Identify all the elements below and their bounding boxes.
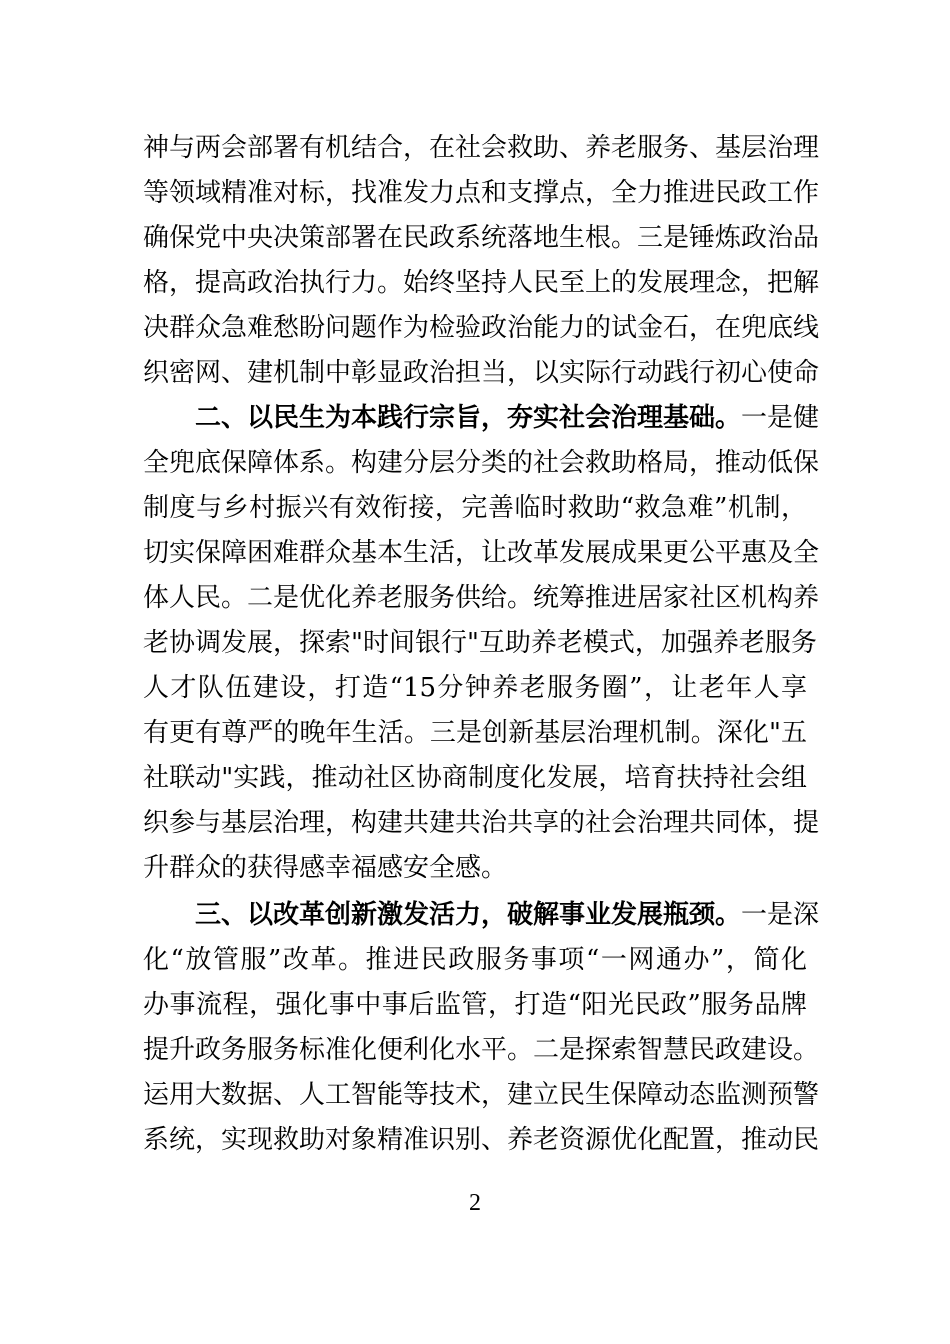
paragraph-line: 制度与乡村振兴有效衔接，完善临时救助“救急难”机制， [143,493,807,523]
section-heading: 二、以民生为本践行宗旨，夯实社会治理基础。 [195,403,742,433]
paragraph-line: 升群众的获得感幸福感安全感。 [143,853,508,883]
section-heading: 三、以改革创新激发活力，破解事业发展瓶颈。 [195,900,742,930]
paragraph-text: 一是深 [741,900,820,930]
section-heading-line [195,895,820,935]
paragraph-line: 运用大数据、人工智能等技术，建立民生保障动态监测预警 [143,1080,820,1110]
paragraph-line: 全兜底保障体系。构建分层分类的社会救助格局，推动低保 [143,448,820,478]
paragraph-line: 格，提高政治执行力。始终坚持人民至上的发展理念，把解 [143,268,820,298]
paragraph-line: 决群众急难愁盼问题作为检验政治能力的试金石，在兜底线 [143,313,820,343]
paragraph-text: 一是健 [741,403,820,433]
paragraph-line: 有更有尊严的晚年生活。三是创新基层治理机制。深化"五 [143,718,807,748]
paragraph-line: 确保党中央决策部署在民政系统落地生根。三是锤炼政治品 [143,223,820,253]
paragraph-line: 化“放管服”改革。推进民政服务事项“一网通办”，简化 [143,945,807,975]
paragraph-line: 人才队伍建设，打造“15分钟养老服务圈”，让老年人享 [143,673,807,703]
paragraph-line: 办事流程，强化事中事后监管，打造“阳光民政”服务品牌 [143,990,807,1020]
paragraph-line: 体人民。二是优化养老服务供给。统筹推进居家社区机构养 [143,583,820,613]
paragraph-line: 系统，实现救助对象精准识别、养老资源优化配置，推动民 [143,1125,820,1155]
paragraph-line: 社联动"实践，推动社区协商制度化发展，培育扶持社会组 [143,763,807,793]
paragraph-line: 织密网、建机制中彰显政治担当，以实际行动践行初心使命 [143,358,820,388]
paragraph-line: 老协调发展，探索"时间银行"互助养老模式，加强养老服务 [143,628,817,658]
paragraph-line: 织参与基层治理，构建共建共治共享的社会治理共同体，提 [143,808,820,838]
paragraph-line: 神与两会部署有机结合，在社会救助、养老服务、基层治理 [143,133,820,163]
paragraph-line: 提升政务服务标准化便利化水平。二是探索智慧民政建设。 [143,1035,820,1065]
section-heading-line [195,398,820,438]
paragraph-line: 切实保障困难群众基本生活，让改革发展成果更公平惠及全 [143,538,820,568]
page-number: 2 [469,1190,481,1216]
paragraph-line: 等领域精准对标，找准发力点和支撑点，全力推进民政工作 [143,178,820,208]
